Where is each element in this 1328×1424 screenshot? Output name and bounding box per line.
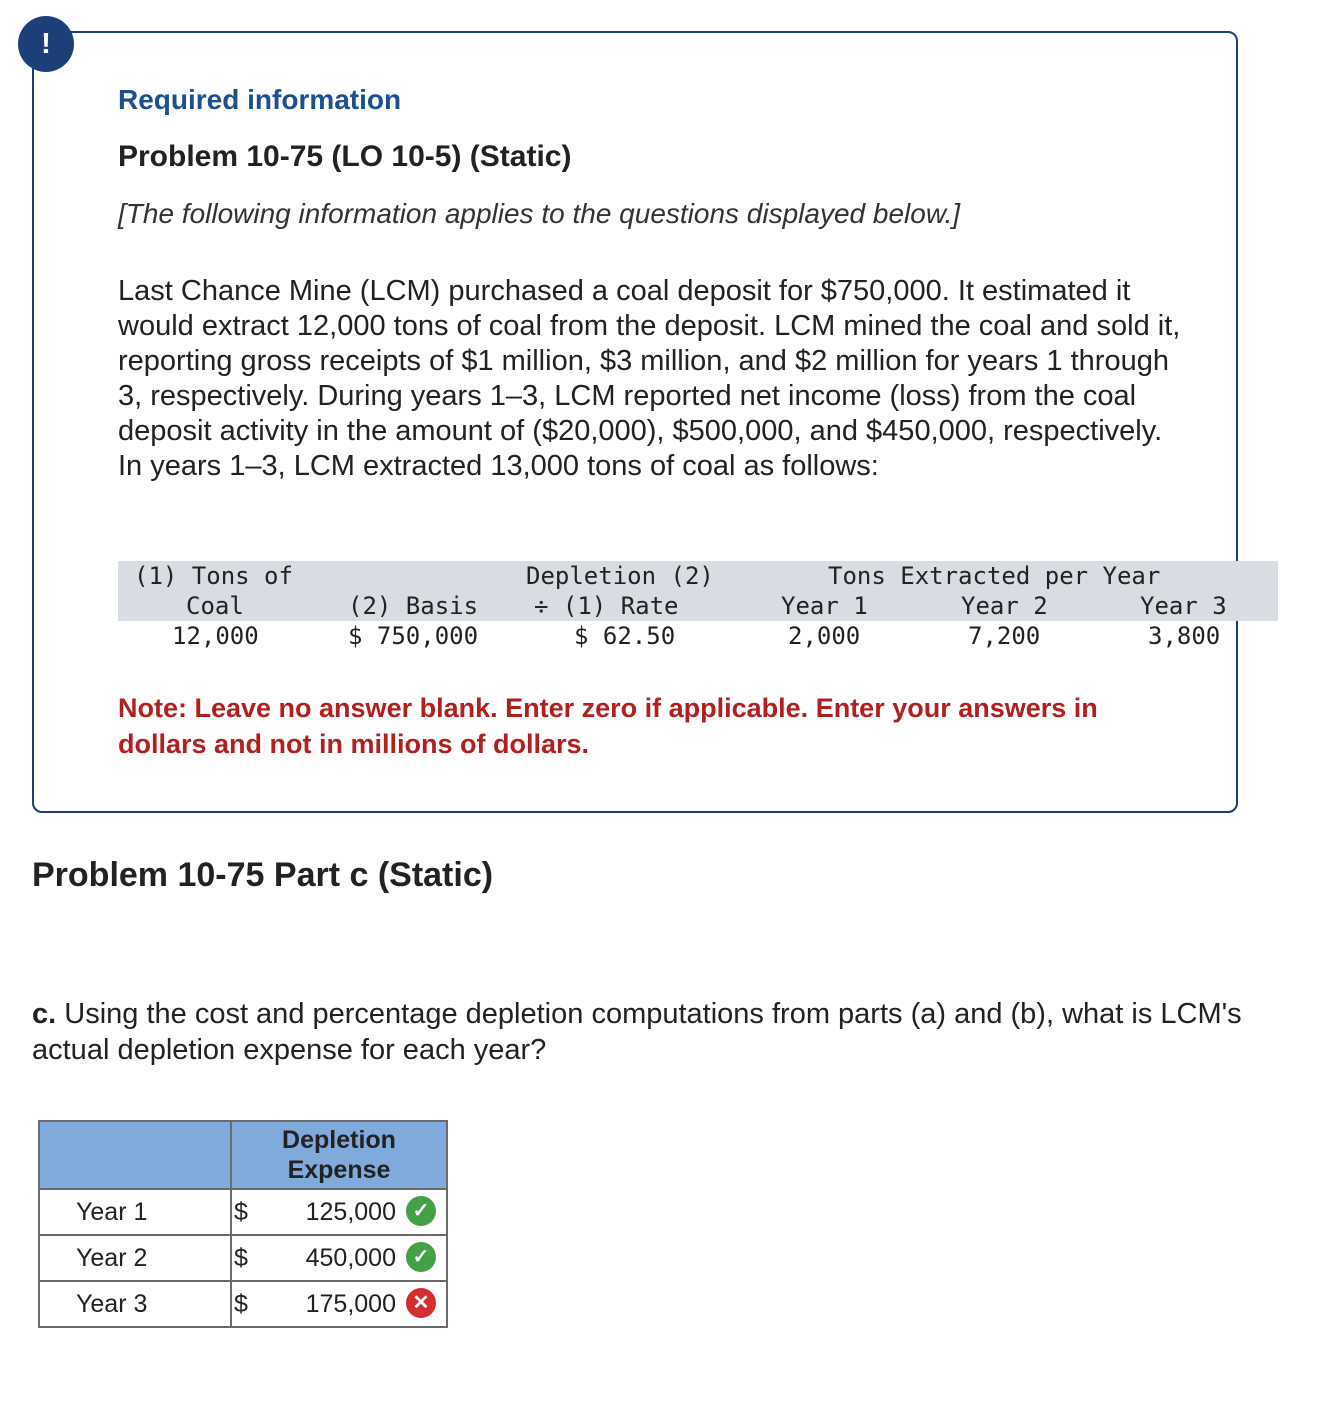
currency-symbol: $ bbox=[234, 1290, 248, 1318]
table-row bbox=[39, 1189, 447, 1235]
year1-header: Year 1 bbox=[781, 592, 868, 620]
year2-depletion-value: 450,000 bbox=[305, 1244, 396, 1272]
question-prefix: c. bbox=[32, 998, 57, 1030]
required-information-heading: Required information bbox=[118, 84, 402, 115]
year2-header: Year 2 bbox=[961, 592, 1048, 620]
alert-icon: ! bbox=[18, 16, 74, 72]
year2-tons-value: 7,200 bbox=[968, 622, 1041, 650]
year2-answer-field[interactable] bbox=[231, 1235, 447, 1281]
rate-value: $ 62.50 bbox=[574, 622, 676, 650]
year1-depletion-value: 125,000 bbox=[305, 1198, 396, 1226]
col-tons-header-line1: (1) Tons of bbox=[134, 562, 293, 590]
year3-header: Year 3 bbox=[1140, 592, 1227, 620]
currency-symbol: $ bbox=[234, 1198, 248, 1226]
table-row bbox=[39, 1235, 447, 1281]
year3-depletion-value: 175,000 bbox=[305, 1290, 396, 1318]
x-icon: ✕ bbox=[406, 1288, 436, 1318]
row-label-year3: Year 3 bbox=[39, 1281, 231, 1327]
depletion-expense-table bbox=[38, 1120, 448, 1328]
question-text bbox=[32, 996, 1272, 1068]
header-line2: Expense bbox=[287, 1156, 391, 1184]
basis-value: $ 750,000 bbox=[348, 622, 479, 650]
part-title: Problem 10-75 Part c (Static) bbox=[32, 856, 494, 894]
problem-title: Problem 10-75 (LO 10-5) (Static) bbox=[118, 140, 572, 173]
year1-tons-value: 2,000 bbox=[788, 622, 861, 650]
tons-of-coal-value: 12,000 bbox=[172, 622, 259, 650]
year3-tons-value: 3,800 bbox=[1148, 622, 1221, 650]
table-row bbox=[39, 1281, 447, 1327]
check-icon: ✓ bbox=[406, 1242, 436, 1272]
table-corner-header bbox=[39, 1121, 231, 1189]
row-label-year1: Year 1 bbox=[39, 1189, 231, 1235]
col-tons-header-line2: Coal bbox=[186, 592, 244, 620]
question-body: Using the cost and percentage depletion computations from parts (a) and (b), what is LCM's actual depletion expense for each year? bbox=[32, 998, 1242, 1066]
row-label-year2: Year 2 bbox=[39, 1235, 231, 1281]
instructions-note: Note: Leave no answer blank. Enter zero if applicable. Enter your answers in dollars and not in millions of dollars. bbox=[118, 693, 1098, 759]
currency-symbol: $ bbox=[234, 1244, 248, 1272]
year3-answer-field[interactable] bbox=[231, 1281, 447, 1327]
applies-note: [The following information applies to the questions displayed below.] bbox=[118, 198, 961, 229]
group-header-tons-extracted: Tons Extracted per Year bbox=[828, 562, 1161, 590]
col-rate-header-line1: Depletion (2) bbox=[526, 562, 714, 590]
col-basis-header: (2) Basis bbox=[348, 592, 479, 620]
problem-description: Last Chance Mine (LCM) purchased a coal deposit for $750,000. It estimated it would extract 12,000 tons of coal from the deposit. LCM mined the coal and sold it, reporting gross receipts of $1 million, $3 million, and $2 million for years 1 through 3, respectively. During years 1–3, LCM reported net income (loss) from the coal deposit activity in the amount of ($20,000), $500,000, and $450,000, respectively. In years 1–3, LCM extracted 13,000 tons of coal as follows: bbox=[118, 275, 1181, 482]
depletion-expense-header bbox=[231, 1121, 447, 1189]
header-line1: Depletion bbox=[282, 1126, 396, 1154]
check-icon: ✓ bbox=[406, 1196, 436, 1226]
col-rate-header-line2: ÷ (1) Rate bbox=[534, 592, 679, 620]
year1-answer-field[interactable] bbox=[231, 1189, 447, 1235]
